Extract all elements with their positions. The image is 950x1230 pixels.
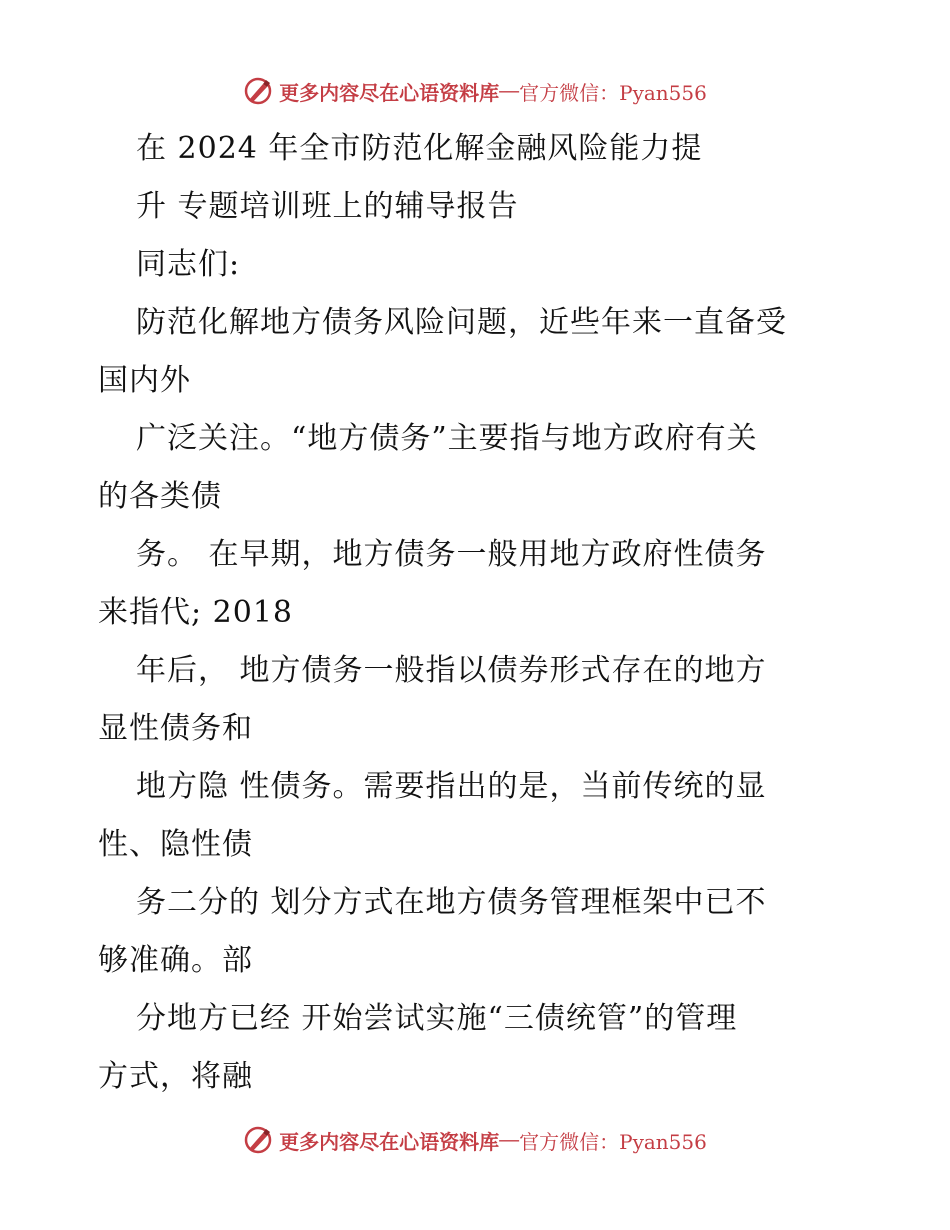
- doc-line-12: 地方隐 性债务。需要指出的是，当前传统的显: [136, 769, 767, 804]
- doc-line-11: 显性债务和: [98, 711, 253, 746]
- watermark-text: 更多内容尽在心语资料库: [279, 80, 500, 105]
- watermark-dash: —: [499, 79, 520, 102]
- doc-line-14: 务二分的 划分方式在地方债务管理框架中已不: [136, 885, 767, 920]
- doc-line-16: 分地方已经 开始尝试实施“三债统管”的管理: [136, 1001, 738, 1036]
- doc-line-6: 广泛关注。“地方债务”主要指与地方政府有关: [136, 421, 758, 456]
- doc-line-8: 务。 在早期，地方债务一般用地方政府性债务: [136, 537, 767, 572]
- doc-line-13: 性、隐性债: [98, 827, 253, 862]
- watermark-dash: —: [499, 1128, 520, 1151]
- doc-line-17: 方式，将融: [98, 1059, 253, 1094]
- watermark-text: 更多内容尽在心语资料库: [279, 1129, 500, 1154]
- document-body: [98, 120, 858, 1106]
- doc-line-9: 来指代; 2018: [98, 595, 293, 630]
- pen-logo-icon: [243, 1125, 273, 1155]
- doc-line-4: 防范化解地方债务风险问题，近些年来一直备受: [136, 305, 787, 340]
- watermark-suffix: 官方微信：Pyan556: [519, 80, 707, 105]
- watermark-banner-bottom: [0, 1120, 950, 1160]
- pen-logo-icon: [243, 76, 273, 106]
- doc-line-5: 国内外: [98, 363, 191, 398]
- doc-line-2: 升 专题培训班上的辅导报告: [136, 189, 519, 224]
- doc-line-10: 年后， 地方债务一般指以债券形式存在的地方: [136, 653, 767, 688]
- doc-line-7: 的各类债: [98, 479, 222, 514]
- doc-line-1: 在 2024 年全市防范化解金融风险能力提: [136, 131, 703, 166]
- watermark-suffix: 官方微信：Pyan556: [519, 1129, 707, 1154]
- doc-line-15: 够准确。部: [98, 943, 253, 978]
- doc-line-3: 同志们:: [136, 247, 241, 282]
- watermark-banner-top: [0, 71, 950, 111]
